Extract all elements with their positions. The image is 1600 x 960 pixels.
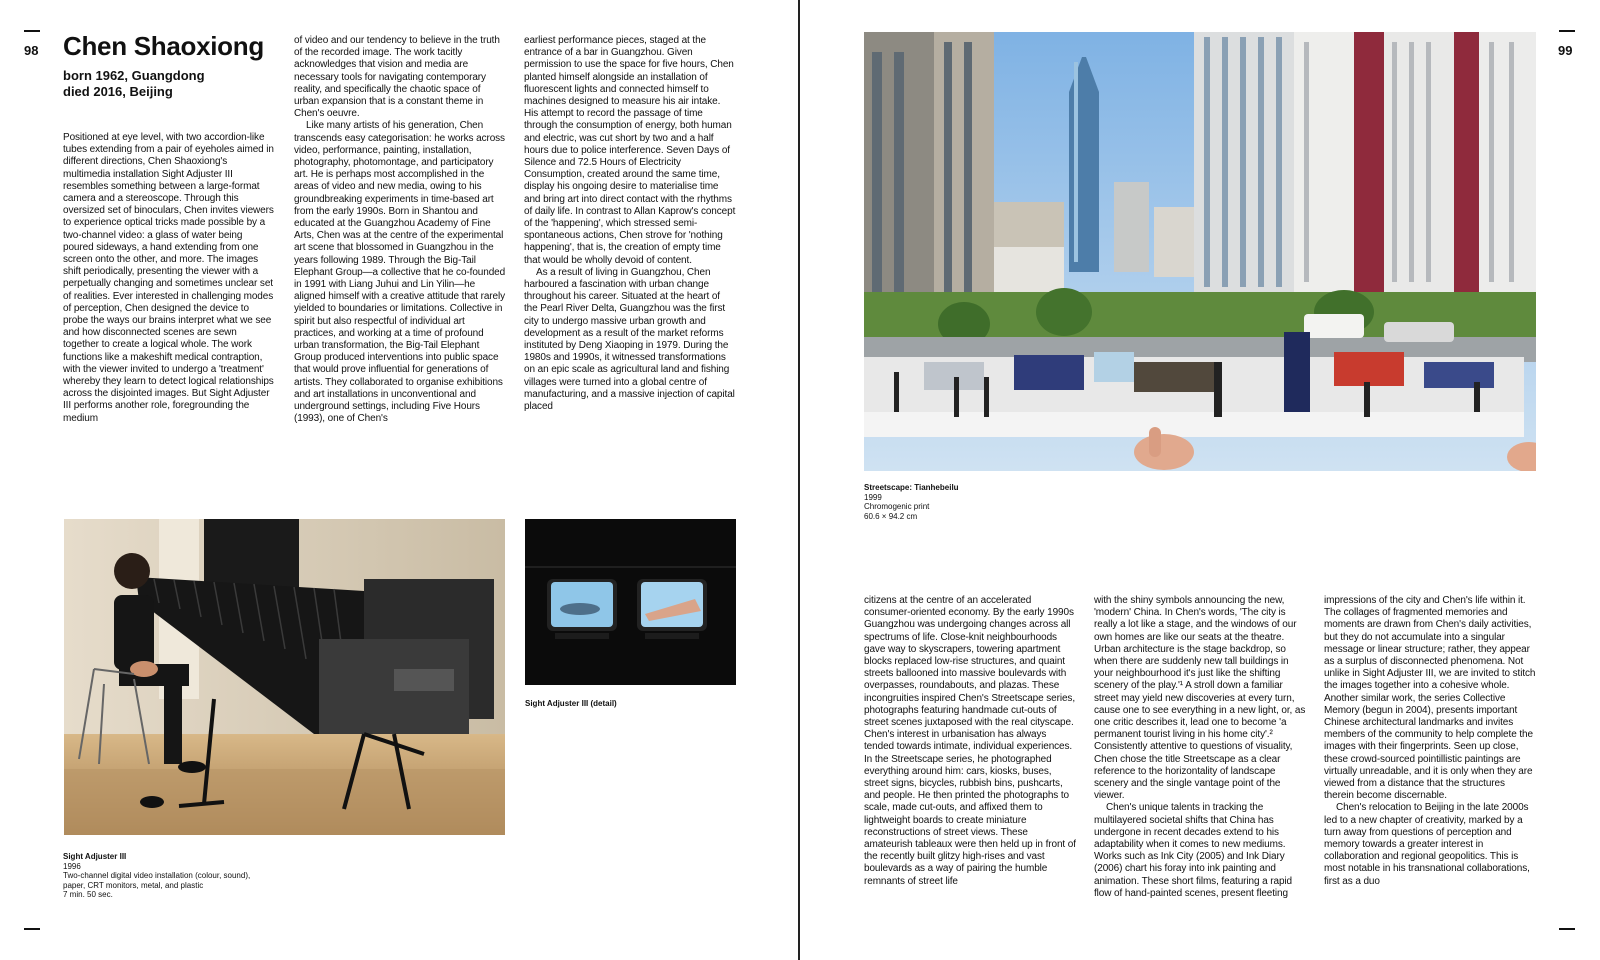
installation-illustration: [64, 519, 505, 835]
caption-year: 1996: [63, 861, 81, 871]
streetscape-photo: [864, 32, 1536, 471]
death-info: died 2016, Beijing: [63, 84, 173, 99]
essay-column-5: [1094, 595, 1306, 901]
essay-column-2: [294, 35, 506, 438]
paragraph: Chen's unique talents in tracking the multilayered societal shifts that China has undergone in recent decades extend to his adaptability when it comes to new mediums. Works such as Ink City (2005) and Ink Diary (2006) chart his foray into ink painting and animation. These short films, featuring a rapid flow of hand-painted scenes, present fleeting: [1094, 802, 1292, 899]
paragraph: of video and our tendency to believe in the truth of the recorded image. The work tacitly acknowledges that vision and media are necessary tools for navigating contemporary reality, and specifically the chaotic space of urban expansion that is a constant theme in Chen's oeuvre.: [294, 35, 500, 120]
caption-medium: Two-channel digital video installation (colour, sound), paper, CRT monitors, metal, and plastic: [63, 871, 251, 890]
caption-title: Sight Adjuster III: [63, 852, 127, 861]
artist-bio: [63, 68, 205, 100]
left-page-number: 98: [24, 43, 39, 58]
bottom-left-rule: [24, 928, 40, 930]
installation-caption: [63, 852, 273, 900]
right-page-number: 99: [1558, 43, 1573, 58]
detail-illustration: [525, 519, 736, 685]
caption-title: Sight Adjuster III (detail): [525, 699, 617, 708]
paragraph: Like many artists of his generation, Chen transcends easy categorisation: he works across video, performance, painting, installation, photography, photomontage, and participatory art. He is perhaps most accomplished in the areas of video and new media, owing to his groundbreaking experiments in time-based art from the early 1990s. Born in Shantou and educated at the Guangzhou Academy of Fine Arts, Chen was at the centre of the experimental art scene that blossomed in Guangzhou in the years following 1989. Through the Big-Tail Elephant Group—a collective that he co-founded in 1991 with Liang Juhui and Lin Yilin—he aligned himself with a creative attitude that rarely yielded to boundaries or limitations. Collective in spirit but also respectful of individual art practices, and working at a time of profound urban transformation, the Big-Tail Elephant Group produced interventions into public space that would prove influential for generations of artists. They collaborated to organise exhibitions and art installations in unconventional and underground settings, including Five Hours (1993), one of Chen's: [294, 120, 506, 425]
paragraph: earliest performance pieces, staged at the entrance of a bar in Guangzhou. Given permission to use the space for five hours, Chen planted himself alongside an installation of fluorescent lights and connected himself to machines designed to measure his air intake. His attempt to record the passage of time through the consumption of energy, both human and electric, was cut short by two and a half hours due to police interference. Seven Days of Silence and 72.5 Hours of Electricity Consumption, created around the same time, display his ongoing desire to materialise time and bring art into direct contact with the rhythms of daily life. In contrast to Allan Kaprow's concept of the 'happening', which stressed semi-spontaneous actions, Chen strove for 'nothing happening', that is, the creation of empty time that would be wholly devoid of content.: [524, 35, 736, 266]
paragraph: citizens at the centre of an accelerated consumer-oriented economy. By the early 1990s Guangzhou was undergoing changes across all spectrums of life. Close-knit neighbourhoods gave way to skyscrapers, towering apartment blocks replaced low-rise structures, and quaint streets ballooned into massive boulevards with overpasses, roundabouts, and plazas. These incongruities inspired Chen's Streetscape series, photographs featuring handmade cut-outs of street scenes juxtaposed with the real cityscape. Chen's interest in urbanisation has always tended towards intimate, individual experiences. In the Streetscape series, he photographed everything around him: cars, kiosks, buses, street signs, bicycles, rubbish bins, pushcarts, and people. He then printed the photographs to scale, made cut-outs, and affixed them to lightweight boards to create miniature reconstructions of street views. These amateurish tableaux were then held up in front of the recently built glitzy high-rises and vast boulevards as a way of pairing the humble remnants of street life: [864, 595, 1076, 887]
essay-column-1: [63, 132, 275, 438]
sight-adjuster-installation-photo: [64, 519, 505, 835]
paragraph: Chen's relocation to Beijing in the late 2000s led to a new chapter of creativity, marked by a turn away from questions of perception and memory towards a greater interest in collaboration and regional geopolitics. This is most notable in his transnational collaborations, first as a duo: [1324, 802, 1530, 887]
streetscape-illustration: [864, 32, 1536, 471]
artist-name: Chen Shaoxiong: [63, 31, 264, 61]
caption-year: 1999: [864, 492, 882, 502]
book-spine: [798, 0, 800, 960]
detail-caption: [525, 699, 735, 709]
caption-dimensions: 60.6 × 94.2 cm: [864, 511, 918, 521]
bottom-right-rule: [1559, 928, 1575, 930]
top-left-rule: [24, 30, 40, 32]
birth-info: born 1962, Guangdong: [63, 68, 205, 83]
caption-medium: Chromogenic print: [864, 502, 930, 511]
paragraph: impressions of the city and Chen's life within it. The collages of fragmented memories and moments are drawn from Chen's daily activities, but they do not accumulate into a singular message or linear structure; rather, they appear as a surplus of disconnected phenomena. Not unlike in Sight Adjuster III, we are invited to stitch the images together into a cohesive whole. Another similar work, the series Collective Memory (begun in 2004), presents important Chinese architectural landmarks and invites members of the community to help complete the images with their fingerprints. Seen up close, these crowd-sourced pointillistic paintings are virtually unreadable, and it is only when they are viewed from a distance that the structures therein become discernable.: [1324, 595, 1536, 802]
essay-column-6: [1324, 595, 1536, 901]
sight-adjuster-detail-photo: [525, 519, 736, 685]
caption-title: Streetscape: Tianhebeilu: [864, 483, 959, 492]
top-right-rule: [1559, 30, 1575, 32]
caption-duration: 7 min. 50 sec.: [63, 890, 113, 899]
essay-column-3: [524, 35, 736, 438]
paragraph: As a result of living in Guangzhou, Chen harboured a fascination with urban change throughout his career. Situated at the heart of the Pearl River Delta, Guangzhou was the first city to undergo massive urban growth and development as a result of the market reforms instituted by Deng Xiaoping in 1979. During the 1980s and 1990s, it witnessed transformations on an epic scale as agricultural land and fishing villages were turned into a global centre of manufacturing, and a massive injection of capital placed: [524, 266, 735, 413]
paragraph: Positioned at eye level, with two accordion-like tubes extending from a pair of eyeholes aimed in different directions, Chen Shaoxiong's multimedia installation Sight Adjuster III resembles something between a large-format camera and a stereoscope. Through this oversized set of binoculars, Chen invites viewers to experience optical tricks made possible by a two-channel video: a glass of water being poured sideways, a hand extending from one screen onto the other, and more. The images shift periodically, presenting the viewer with a perpetually changing and sometimes unclear set of realities. Ever interested in challenging modes of perception, Chen designed the device to probe the ways our brains interpret what we see and how disconnected scenes are sewn together to create a logical whole. The work functions like a makeshift medical contraption, with the viewer invited to undergo a 'treatment' whereby they learn to detect logical relationships across the disjointed images. But Sight Adjuster III performs another role, foregrounding the medium: [63, 132, 274, 424]
paragraph: with the shiny symbols announcing the new, 'modern' China. In Chen's words, 'The city is really a lot like a stage, and the windows of our own homes are like our seats at the theatre. Urban architecture is the stage backdrop, so when there are suddenly new tall buildings in your neighbourhood it's just like the shifting scenery of the play.'¹ A stroll down a familiar street may yield new discoveries at every turn, cause one to see everything in a new light, or, as one critic describes it, lead one to become 'a permanent tourist living in his home city'.² Consistently attentive to questions of visuality, Chen chose the title Streetscape as a clear reference to the horizontality of landscape scenery and the single vantage point of the viewer.: [1094, 595, 1306, 802]
essay-column-4: [864, 595, 1076, 901]
streetscape-caption: [864, 483, 1074, 521]
